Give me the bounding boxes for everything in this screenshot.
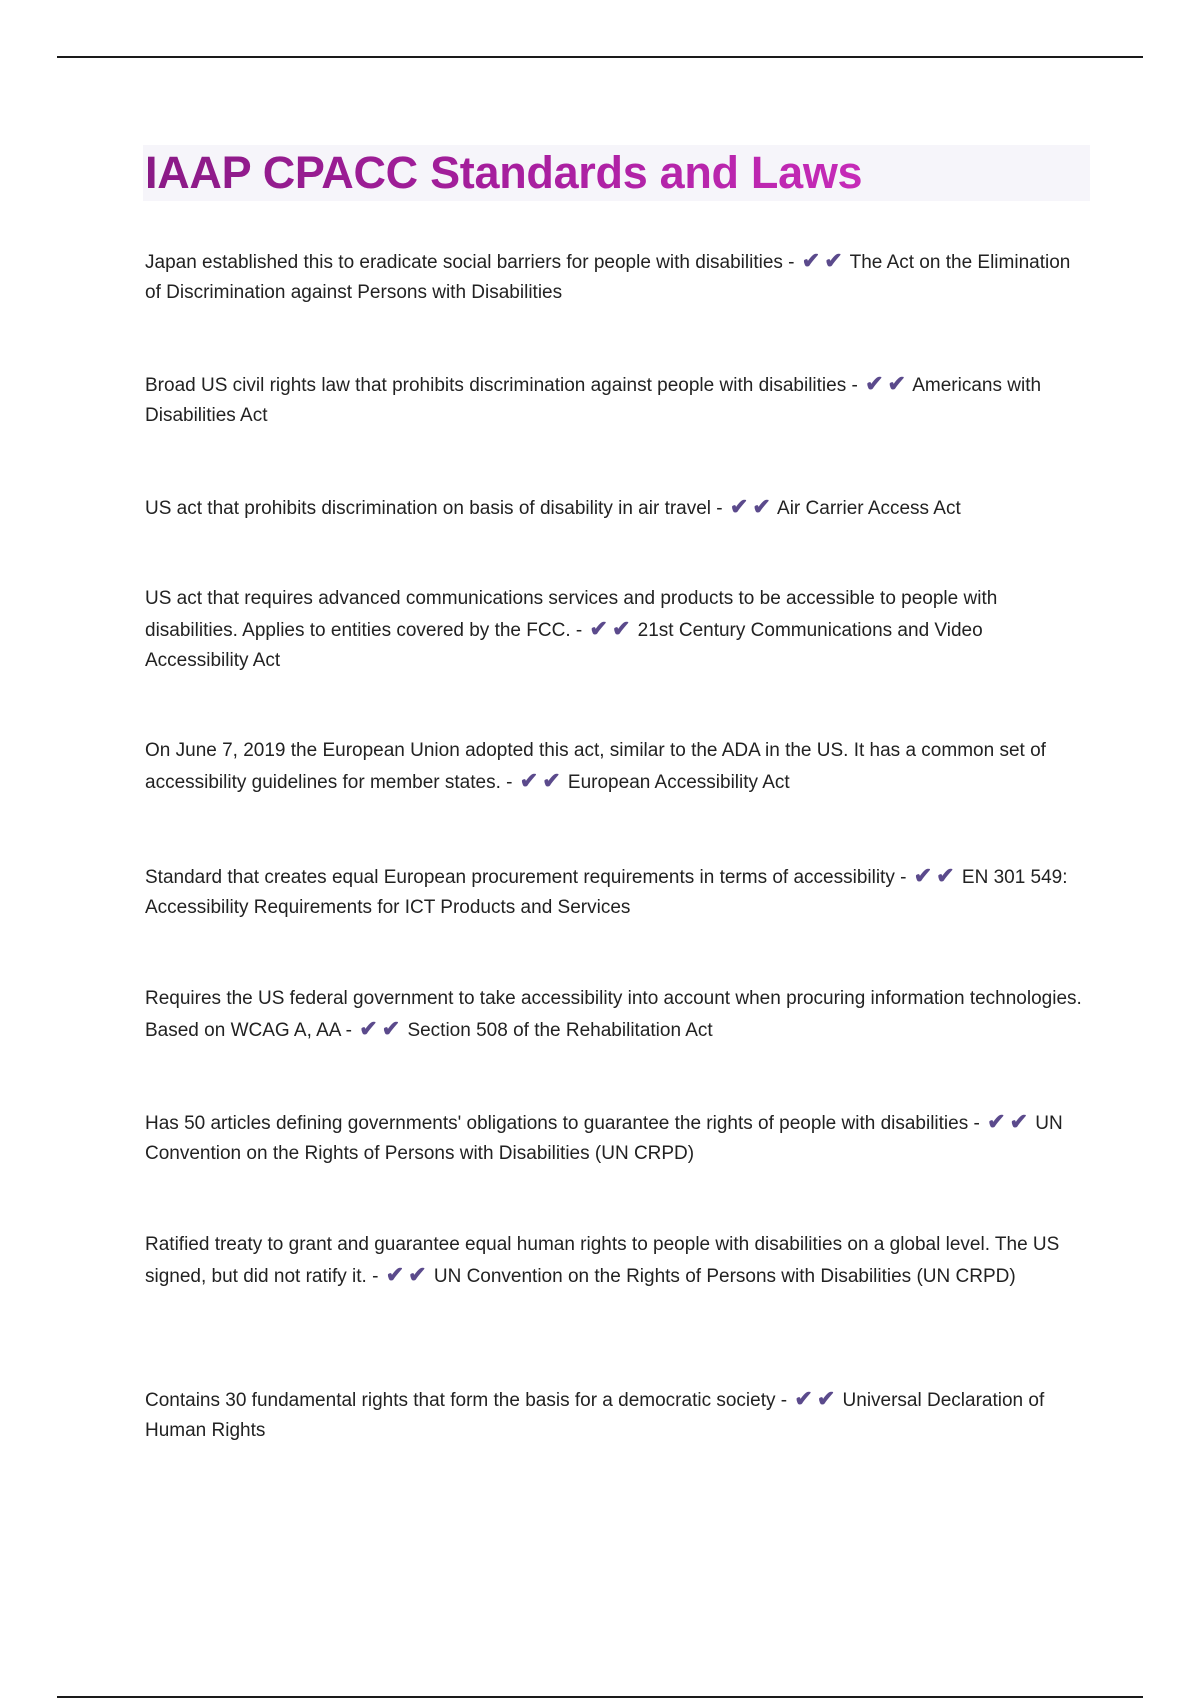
answer-text: Universal Declaration of Human Rights <box>145 1390 1045 1441</box>
answer-text: The Act on the Elimination of Discrimination against Persons with Disabilities <box>145 252 1071 303</box>
check-icon: ✔ <box>729 494 749 519</box>
check-icons <box>357 1016 402 1041</box>
question-text: Japan established this to eradicate social barriers for people with disabilities - <box>145 252 795 273</box>
check-icon: ✔ <box>816 1386 836 1411</box>
qa-item <box>145 984 1085 1046</box>
check-icons <box>728 494 773 519</box>
check-icon: ✔ <box>1009 1109 1028 1134</box>
qa-item <box>145 584 1085 676</box>
top-rule <box>57 56 1143 58</box>
bottom-rule <box>57 1696 1143 1698</box>
check-icon: ✔ <box>611 616 631 641</box>
check-icon: ✔ <box>752 494 771 519</box>
check-icon: ✔ <box>385 1262 405 1287</box>
check-icon: ✔ <box>794 1386 813 1411</box>
qa-item <box>145 369 1085 431</box>
check-icons <box>863 371 908 396</box>
question-text: Standard that creates equal European procurement requirements in terms of accessibility - <box>145 867 907 888</box>
check-icons <box>912 863 957 888</box>
question-text: US act that prohibits discrimination on basis of disability in air travel - <box>145 498 723 519</box>
check-icon: ✔ <box>913 863 933 888</box>
check-icon: ✔ <box>801 248 821 273</box>
qa-item <box>145 861 1085 923</box>
check-icon: ✔ <box>589 616 608 641</box>
qa-item <box>145 736 1085 798</box>
answer-text: Section 508 of the Rehabilitation Act <box>407 1020 713 1041</box>
answer-text: 21st Century Communications and Video Accessibility Act <box>145 620 983 671</box>
check-icon: ✔ <box>519 768 539 793</box>
answer-text: Air Carrier Access Act <box>777 498 961 519</box>
question-text: On June 7, 2019 the European Union adopted this act, similar to the ADA in the US. It has a common set of accessibility guidelines for member states. - <box>145 740 1046 793</box>
answer-text: European Accessibility Act <box>567 772 790 793</box>
question-text: Broad US civil rights law that prohibits discrimination against people with disabilities - <box>145 375 858 396</box>
qa-item <box>145 1107 1085 1169</box>
qa-item <box>145 492 1085 524</box>
question-text: Has 50 articles defining governments' obligations to guarantee the rights of people with disabilities - <box>145 1113 980 1134</box>
question-text: Requires the US federal government to take accessibility into account when procuring information technologies. Based on WCAG A, AA - <box>145 988 1082 1041</box>
answer-text: UN Convention on the Rights of Persons with Disabilities (UN CRPD) <box>145 1113 1063 1164</box>
check-icons <box>792 1386 837 1411</box>
check-icon: ✔ <box>936 863 955 888</box>
answer-text: UN Convention on the Rights of Persons with Disabilities (UN CRPD) <box>433 1266 1016 1287</box>
check-icon: ✔ <box>887 371 906 396</box>
qa-item <box>145 246 1085 308</box>
check-icon: ✔ <box>359 1016 378 1041</box>
check-icon: ✔ <box>542 768 561 793</box>
question-text: US act that requires advanced communications services and products to be accessible to people with disabilities. Applies to entities covered by the FCC. - <box>145 588 998 641</box>
check-icons <box>384 1262 429 1287</box>
check-icon: ✔ <box>824 248 843 273</box>
qa-item <box>145 1230 1085 1292</box>
check-icon: ✔ <box>408 1262 427 1287</box>
page-title: IAAP CPACC Standards and Laws <box>145 147 863 198</box>
question-text: Contains 30 fundamental rights that form the basis for a democratic society - <box>145 1390 788 1411</box>
answer-text: Americans with Disabilities Act <box>145 375 1042 426</box>
answer-text: EN 301 549: Accessibility Requirements for ICT Products and Services <box>145 867 1068 918</box>
check-icons <box>518 768 563 793</box>
check-icon: ✔ <box>987 1109 1006 1134</box>
check-icons <box>800 248 845 273</box>
check-icon: ✔ <box>381 1016 401 1041</box>
check-icons <box>985 1109 1030 1134</box>
check-icons <box>588 616 633 641</box>
question-text: Ratified treaty to grant and guarantee equal human rights to people with disabilities on a global level. The US signed, but did not ratify it. - <box>145 1234 1060 1287</box>
check-icon: ✔ <box>865 371 884 396</box>
qa-item <box>145 1384 1085 1446</box>
